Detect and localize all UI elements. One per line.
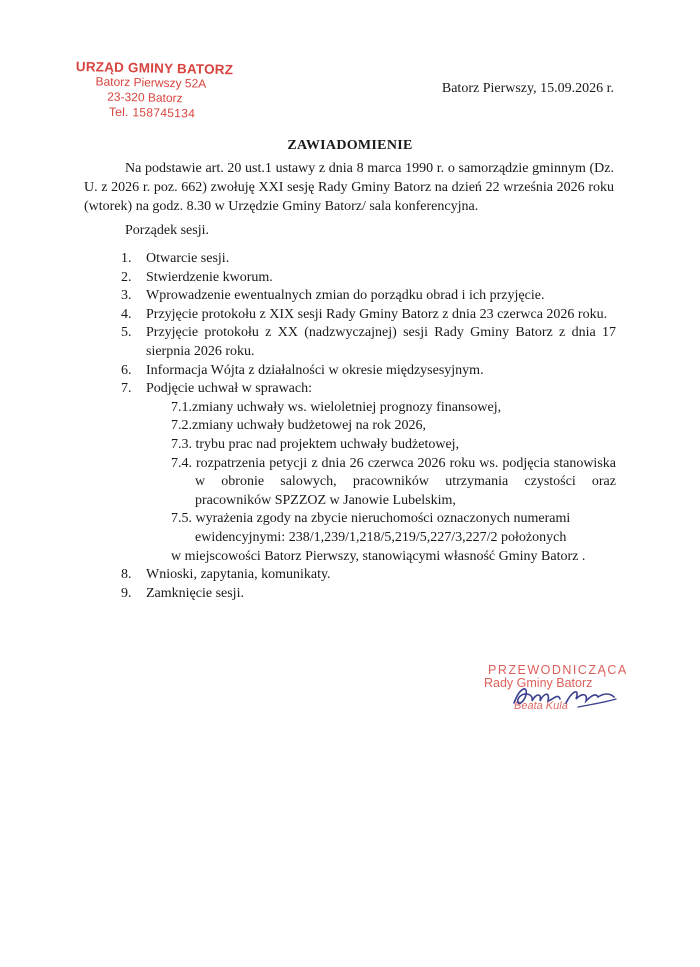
office-name: URZĄD GMINY BATORZ	[75, 59, 234, 78]
resolution-sublist	[146, 399, 616, 566]
agenda-item-number: 6.	[121, 362, 132, 378]
document-title: ZAWIADOMIENIE	[287, 138, 413, 153]
agenda-item-text: Przyjęcie protokołu z XIX sesji Rady Gminy Batorz z dnia 23 czerwca 2026 roku.	[146, 306, 608, 322]
agenda-item-number: 4.	[121, 306, 132, 322]
resolution-subitem: 7.2.zmiany uchwały budżetowej na rok 2026,	[171, 418, 427, 434]
office-phone: Tel. 158745134	[108, 104, 196, 121]
resolution-subitem	[146, 510, 616, 566]
agenda-item	[121, 250, 616, 269]
agenda-item	[121, 585, 616, 604]
handwritten-signature-icon	[484, 663, 634, 719]
resolution-subitem-continuation: w miejscowości Batorz Pierwszy, stanowiącymi własność Gminy Batorz .	[171, 548, 586, 564]
agenda-item-text: Przyjęcie protokołu z XX (nadzwyczajnej) sesji Rady Gminy Batorz z dnia 17 sierpnia 2026 roku.	[146, 325, 616, 359]
agenda-item-text: Zamknięcie sesji.	[146, 585, 244, 601]
agenda-item	[121, 287, 616, 306]
agenda-item	[121, 306, 616, 325]
chairperson-stamp-title: PRZEWODNICZĄCA	[488, 663, 628, 677]
office-postal: 23-320 Batorz	[107, 89, 183, 106]
agenda-item-number: 8.	[121, 567, 132, 583]
agenda-item-number: 1.	[121, 251, 132, 266]
resolution-subitem: 7.4. rozpatrzenia petycji z dnia 26 czerwca 2026 roku ws. podjęcia stanowiska w obronie salowych, pracowników utrzymania czystości oraz pracowników SPZZOZ w Janowie Lubelskim,	[171, 455, 616, 508]
agenda-item-text: Podjęcie uchwał w sprawach:	[146, 381, 312, 397]
resolution-subitem-text: 7.5. wyrażenia zgody na zbycie nieruchomości oznaczonych numerami ewidencyjnymi: 238/1,239/1,218/5,219/5,227/3,227/2 położonych	[171, 511, 571, 545]
agenda-item-number: 7.	[121, 381, 132, 397]
agenda-item-text: Stwierdzenie kworum.	[146, 269, 273, 285]
resolution-subitem: 7.3. trybu prac nad projektem uchwały budżetowej,	[171, 436, 460, 452]
agenda-item	[121, 362, 616, 381]
agenda-item-number: 9.	[121, 585, 132, 601]
agenda-label: Porządek sesji.	[125, 223, 209, 238]
agenda-item	[121, 324, 616, 361]
agenda-item	[121, 269, 616, 288]
office-stamp	[75, 59, 241, 122]
chairperson-stamp-council: Rady Gminy Batorz	[484, 676, 593, 690]
intro-text: Na podstawie art. 20 ust.1 ustawy z dnia 8 marca 1990 r. o samorządzie gminnym (Dz. U. z 2026 r. poz. 662) zwołuję XXI sesję Rady Gminy Batorz na dzień 22 września 2026 roku (wtorek) na godz. 8.30 w Urzędzie Gminy Batorz/ sala konferencyjna.	[84, 161, 614, 214]
agenda-item-text: Informacja Wójta z działalności w okresie międzysesyjnym.	[146, 362, 484, 378]
agenda-item-text: Wprowadzenie ewentualnych zmian do porządku obrad i ich przyjęcie.	[146, 288, 545, 304]
intro-paragraph	[84, 159, 614, 216]
chairperson-stamp-name: Beata Kula	[514, 700, 568, 712]
agenda-item-number: 2.	[121, 269, 132, 285]
agenda-item	[121, 566, 616, 585]
agenda-item-number: 3.	[121, 288, 132, 304]
agenda-list	[121, 250, 616, 603]
agenda-item-text: Wnioski, zapytania, komunikaty.	[146, 567, 331, 583]
office-address: Batorz Pierwszy 52A	[95, 74, 207, 91]
agenda-item-text: Otwarcie sesji.	[146, 251, 230, 266]
chairperson-stamp	[484, 663, 634, 719]
resolution-subitem: 7.1.zmiany uchwały ws. wieloletniej prognozy finansowej,	[171, 399, 502, 415]
agenda-item	[121, 380, 616, 566]
place-date: Batorz Pierwszy, 15.09.2026 r.	[441, 81, 614, 96]
agenda-item-number: 5.	[121, 325, 132, 341]
